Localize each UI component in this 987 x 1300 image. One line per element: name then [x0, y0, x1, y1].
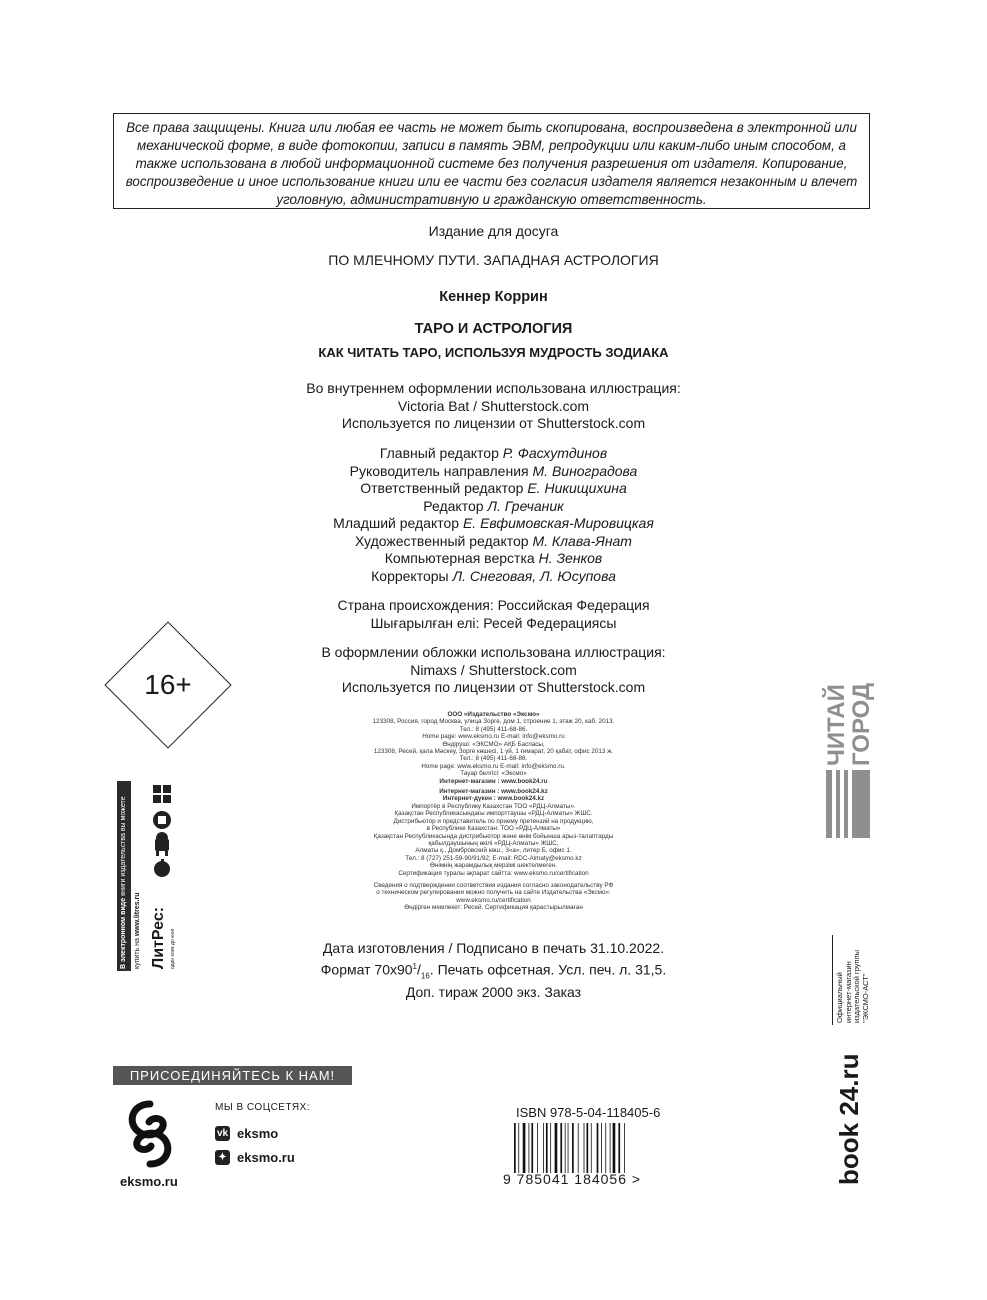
- edition-type: Издание для досуга: [428, 223, 559, 239]
- credit-role: Редактор: [423, 497, 484, 514]
- barcode-bar: [543, 1123, 544, 1173]
- publisher-line: Дистрибьютор и представитель по приему претензий на продукцию,: [393, 817, 594, 825]
- credit-line: Victoria Bat / Shutterstock.com: [397, 397, 590, 414]
- credit-name: Е. Евфимовская-Мировицкая: [462, 515, 654, 531]
- publisher-info: [200, 711, 787, 912]
- barcode-bar: [546, 1123, 548, 1173]
- publisher-line: www.eksmo.ru/certification: [456, 896, 531, 904]
- publisher-line: Интернет-магазин : www.book24.kz: [439, 788, 548, 796]
- age-rating: 16+: [144, 669, 192, 700]
- credit-role: Компьютерная верстка: [384, 550, 535, 566]
- credit-row: [200, 533, 787, 551]
- publisher-line: Тел.: 8 (495) 411-68-86.: [459, 725, 528, 733]
- publisher-line: Өнімнің жарамдылық мерзімі шектелмеген.: [429, 862, 558, 870]
- credit-row: [200, 463, 787, 481]
- publisher-line: Сведения о подтверждении соответствия издания согласно законодательству РФ: [373, 881, 614, 889]
- series-title: ПО МЛЕЧНОМУ ПУТИ. ЗАПАДНАЯ АСТРОЛОГИЯ: [328, 252, 659, 268]
- copyright-notice: Все права защищены. Книга или любая ее часть не может быть скопирована, воспроизведена в электронной или механической форме, в виде фотокопии, записи в память ЭВМ, репродукции или каким-либо иным способом, а также использована в любой информационной системе без получения разрешения от издателя. Копирование, воспроизведение и иное использование книги или ее части без согласия издателя является незаконным и влечет уголовную, административную и гражданскую ответственность.: [113, 113, 870, 209]
- barcode-bar: [597, 1123, 599, 1173]
- chitai-gorod-line2: ГОРОД: [848, 682, 875, 766]
- credit-name: Р. Фасхутдинов: [502, 445, 608, 461]
- barcode-bar: [601, 1123, 602, 1173]
- barcode-bar: [523, 1123, 526, 1173]
- publisher-line: Home page: www.eksmo.ru E-mail: info@eksmo.ru: [422, 733, 565, 741]
- credit-line: Используется по лицензии от Shutterstock.com: [341, 679, 646, 695]
- publisher-line: Интернет-дүкен : www.book24.kz: [442, 795, 545, 803]
- windows-icon: [153, 785, 171, 803]
- credit-role: Младший редактор: [333, 515, 460, 531]
- credit-row: [200, 515, 787, 533]
- android-icon: [155, 832, 169, 856]
- credit-line: Nimaxs / Shutterstock.com: [410, 661, 577, 678]
- litres-promo-line2: купить на www.litres.ru: [134, 892, 141, 969]
- isbn-barcode: [514, 1123, 658, 1173]
- cover-illustration-credit: [200, 644, 787, 697]
- barcode-bar: [613, 1123, 616, 1173]
- book-title: ТАРО И АСТРОЛОГИЯ: [414, 321, 573, 337]
- publisher-line: Өндіруші: «ЭКСМО» АҚБ Баспасы,: [442, 740, 545, 748]
- vk-icon: vk: [216, 1128, 229, 1139]
- publisher-line: Home page: www.eksmo.ru E-mail: info@eksmo.ru.: [421, 762, 566, 770]
- credit-line: Во внутреннем оформлении использована иллюстрация:: [306, 380, 681, 396]
- barcode-bar: [550, 1123, 551, 1173]
- credit-name: М. Виноградова: [532, 462, 638, 479]
- publisher-line: Алматы қ., Домбровский көш., 3«а», литер Б, офис 1.: [415, 847, 572, 855]
- credit-row: [200, 445, 787, 463]
- barcode-bar: [568, 1123, 569, 1173]
- origin-line: Страна происхождения: Российская Федерация: [337, 597, 650, 613]
- social-link-ok[interactable]: [215, 1150, 295, 1165]
- barcode-bar: [587, 1123, 589, 1173]
- credit-name: М. Клава-Янат: [532, 532, 632, 549]
- credit-name: Е. Никищихина: [527, 480, 627, 496]
- barcode-bar: [572, 1123, 574, 1173]
- barcode-bar: [610, 1123, 611, 1173]
- windows-phone-icon: [153, 811, 171, 829]
- social-title: МЫ В СОЦСЕТЯХ:: [215, 1102, 311, 1113]
- publisher-line: Тел.: 8 (727) 251-59-90/91/92; E-mail: RDC-Almaty@eksmo.kz: [405, 854, 582, 862]
- platform-icons: [151, 783, 173, 878]
- barcode-bar: [624, 1123, 625, 1173]
- credit-row: [200, 480, 787, 498]
- editorial-credits: [200, 445, 787, 585]
- publisher-line: Қазақстан Республикасындағы импорттаушы «РДЦ-Алматы» ЖШС.: [394, 810, 593, 818]
- barcode-bar: [605, 1123, 606, 1173]
- credit-line: Используется по лицензии от Shutterstock.com: [341, 415, 646, 431]
- isbn-label: ISBN 978-5-04-118405-6: [516, 1105, 661, 1120]
- litres-promo-text: В электронном виде книги издательства вы можете: [120, 796, 127, 969]
- eksmo-logo-icon: [125, 1100, 175, 1168]
- author: Кеннер Коррин: [439, 289, 548, 305]
- origin-country: [200, 597, 787, 632]
- social-label: eksmo: [237, 1126, 279, 1141]
- origin-line: Шығарылған елі: Ресей Федерациясы: [370, 614, 617, 631]
- litres-promo: [117, 781, 182, 971]
- chitai-gorod-line1: ЧИТАЙ: [823, 684, 850, 766]
- barcode-bar: [529, 1123, 530, 1173]
- publisher-line: в Республике Казахстан: ТОО «РДЦ-Алматы»: [426, 825, 561, 833]
- ok-icon: ✦: [215, 1150, 230, 1165]
- print-info: [200, 940, 787, 1002]
- publisher-line: о техническом регулировании можно получить на сайте Издательства «Эксмо»:: [376, 889, 611, 897]
- credit-row: [200, 568, 787, 586]
- social-link-vk[interactable]: [215, 1126, 278, 1141]
- join-us-banner: ПРИСОЕДИНЯЙТЕСЬ К НАМ!: [113, 1066, 352, 1085]
- publisher-line: Тел.: 8 (495) 411-68-86.: [459, 755, 528, 763]
- social-label: eksmo.ru: [237, 1150, 295, 1165]
- litres-logo: ЛитРес:: [150, 906, 167, 969]
- publisher-line: 123308, Россия, город Москва, улица Зорге, дом 1, строение 1, этаж 20, каб. 2013.: [372, 718, 615, 726]
- barcode-bar: [560, 1123, 562, 1173]
- publisher-line: қабылдаушының өкілі «РДЦ-Алматы» ЖШС,: [428, 839, 559, 847]
- credit-name: Л. Снеговая, Л. Юсупова: [452, 567, 616, 584]
- credit-role: Корректоры: [371, 567, 449, 584]
- barcode-bar: [518, 1123, 519, 1173]
- book24-divider: [832, 935, 833, 1025]
- barcode-bar: [531, 1123, 533, 1173]
- credit-row: [200, 550, 787, 568]
- chitai-gorod-stripes: [826, 770, 870, 838]
- barcode-bar: [555, 1123, 558, 1173]
- publisher-line: Өндірген мемлекет: Ресей. Сертификация қарастырылмаған: [404, 904, 583, 912]
- credit-role: Художественный редактор: [355, 532, 529, 549]
- inner-illustration-credit: [200, 380, 787, 433]
- barcode-bar: [618, 1123, 620, 1173]
- credit-name: Л. Гречаник: [487, 497, 564, 514]
- publisher-line: Импортёр в Республику Казахстан ТОО «РДЦ-Алматы».: [411, 802, 576, 810]
- chitai-gorod-logo: [822, 660, 874, 840]
- book24-logo-block: [810, 930, 880, 1190]
- publisher-line: 123308, Ресей, қала Мәскеу, Зорге көшесі, 1 үй, 1 ғимарат, 20 қабат, офис 2013 ж.: [373, 748, 614, 756]
- publisher-line: Тауар белгісі: «Эксмо»: [460, 770, 527, 778]
- credit-role: Главный редактор: [379, 445, 499, 461]
- publisher-line: Интернет-магазин : www.book24.ru: [439, 777, 548, 785]
- publisher-line: ООО «Издательство «Эксмо»: [447, 711, 540, 718]
- book24-tagline: Официальный интернет-магазин издательской группы "ЭКСМО-АСТ": [835, 949, 870, 1023]
- credit-row: [200, 498, 787, 516]
- print-date: Дата изготовления / Подписано в печать 31.10.2022.: [322, 940, 665, 956]
- barcode-bar: [578, 1123, 579, 1173]
- barcode-bar: [514, 1123, 516, 1173]
- apple-icon: [154, 859, 170, 877]
- barcode-bar: [565, 1123, 566, 1173]
- credit-line: В оформлении обложки использована иллюстрация:: [321, 644, 666, 660]
- barcode-bar: [537, 1123, 538, 1173]
- book24-logo: book 24.ru: [834, 1053, 864, 1185]
- print-format: Формат $70х90^1/_{16}$. Печать офсетная. Усл. печ. л. 31,5.: [320, 961, 667, 980]
- print-run: Доп. тираж 2000 экз. Заказ: [405, 984, 582, 1001]
- credit-role: Руководитель направления: [349, 462, 529, 479]
- eksmo-site-link[interactable]: eksmo.ru: [120, 1174, 178, 1189]
- credit-role: Ответственный редактор: [360, 480, 524, 496]
- barcode-bar: [584, 1123, 585, 1173]
- litres-tagline: один клик до книг: [170, 928, 176, 969]
- barcode-digits: 9 785041 184056 >: [503, 1171, 642, 1187]
- credit-name: Н. Зенков: [538, 550, 603, 566]
- book-subtitle: КАК ЧИТАТЬ ТАРО, ИСПОЛЬЗУЯ МУДРОСТЬ ЗОДИАКА: [318, 345, 669, 360]
- publisher-line: Қазақстан Республикасында дистрибьютор және өнім бойынша арыз-талаптарды: [373, 832, 614, 840]
- barcode-bar: [591, 1123, 592, 1173]
- publisher-line: Сертификация туралы ақпарат сайтта: www.eksmo.ru/certification: [398, 869, 589, 877]
